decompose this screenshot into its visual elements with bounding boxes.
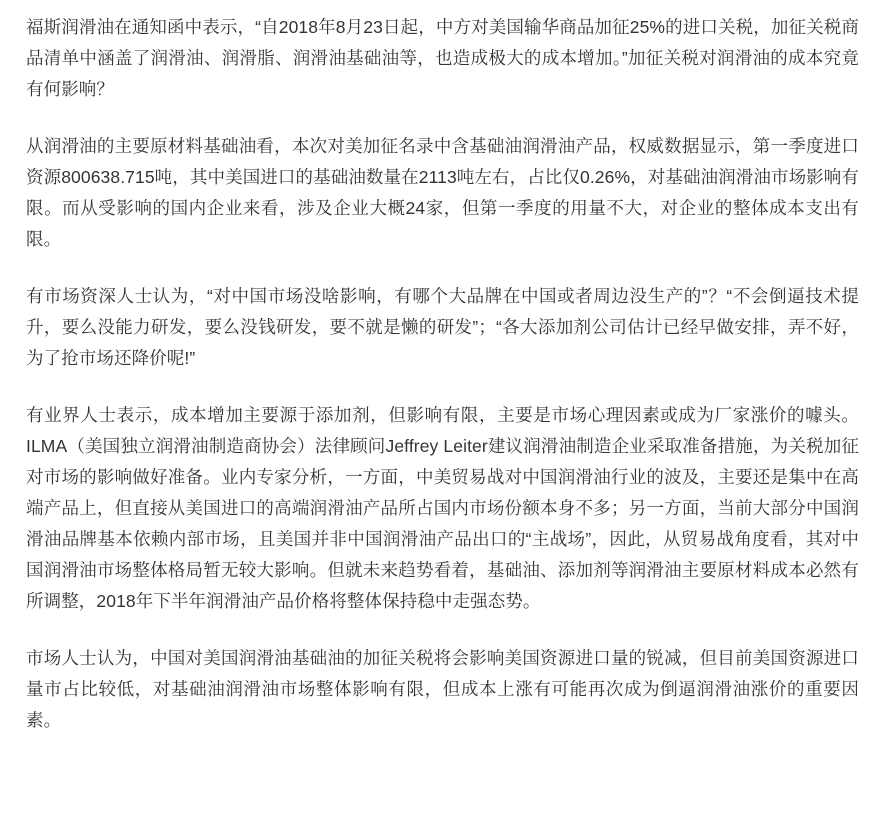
article-paragraph: 有市场资深人士认为，“对中国市场没啥影响，有哪个大品牌在中国或者周边没生产的”？“不会倒逼技术提升，要么没能力研发，要么没钱研发，要不就是懒的研发”；“各大添加剂公司估计已经早做安排，弄不好，为了抢市场还降价呢!” [26, 286, 859, 368]
article-paragraph: 有业界人士表示，成本增加主要源于添加剂，但影响有限，主要是市场心理因素或成为厂家涨价的噱头。ILMA（美国独立润滑油制造商协会）法律顾问Jeffrey Leiter建议润滑油制造企业采取准备措施，为关税加征对市场的影响做好准备。业内专家分析，一方面，中美贸易战对中国润滑油行业的波及，主要还是集中在高端产品上，但直接从美国进口的高端润滑油产品所占国内市场份额本身不多；另一方面，当前大部分中国润滑油品牌基本依赖内部市场，且美国并非中国润滑油产品出口的“主战场”，因此，从贸易战角度看，其对中国润滑油市场整体格局暂无较大影响。但就未来趋势看着，基础油、添加剂等润滑油主要原材料成本必然有所调整，2018年下半年润滑油产品价格将整体保持稳中走强态势。 [26, 405, 859, 611]
article-paragraph: 从润滑油的主要原材料基础油看，本次对美加征名录中含基础油润滑油产品，权威数据显示，第一季度进口资源800638.715吨，其中美国进口的基础油数量在2113吨左右，占比仅0.26%，对基础油润滑油市场影响有限。而从受影响的国内企业来看，涉及企业大概24家，但第一季度的用量不大，对企业的整体成本支出有限。 [26, 136, 859, 249]
article-paragraph: 市场人士认为，中国对美国润滑油基础油的加征关税将会影响美国资源进口量的锐减，但目前美国资源进口量市占比较低，对基础油润滑油市场整体影响有限，但成本上涨有可能再次成为倒逼润滑油涨价的重要因素。 [26, 648, 859, 730]
article-paragraph: 福斯润滑油在通知函中表示，“自2018年8月23日起，中方对美国输华商品加征25%的进口关税，加征关税商品清单中涵盖了润滑油、润滑脂、润滑油基础油等，也造成极大的成本增加。”加征关税对润滑油的成本究竟有何影响？ [26, 17, 859, 99]
